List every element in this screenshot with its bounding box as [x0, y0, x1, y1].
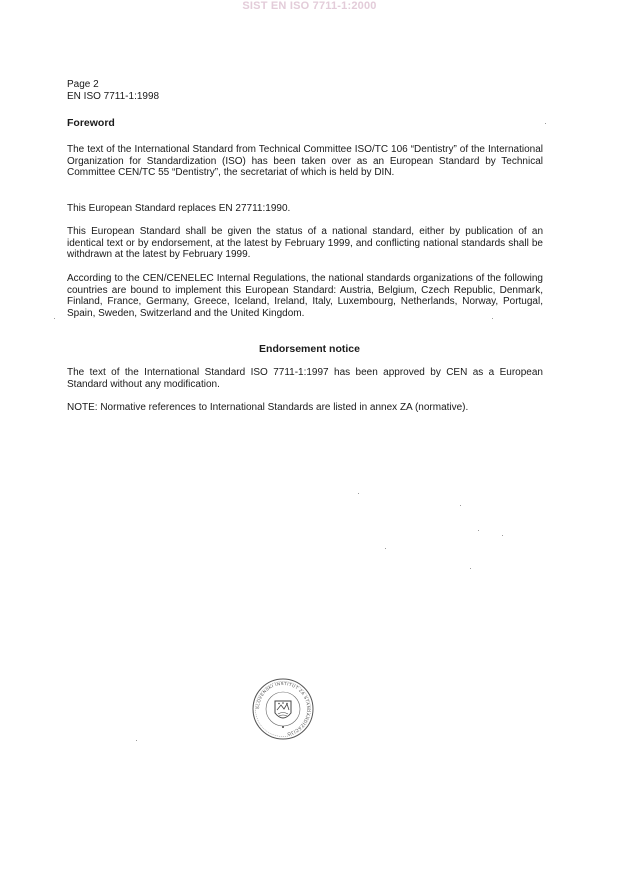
scan-speck [136, 740, 137, 741]
foreword-heading: Foreword [67, 117, 115, 129]
seal-text: SLOVENSKI INSTITUT ZA STANDARDIZACIJO [254, 680, 312, 737]
scan-speck [478, 530, 479, 531]
scan-speck [470, 568, 471, 569]
scan-speck [545, 123, 546, 124]
foreword-paragraph-1: The text of the International Standard from Technical Committee ISO/TC 106 “Dentistry” of the International Organization for Standardization (ISO) has been taken over as an European Standard by Technical Committee CEN/TC 55 “Dentistry”, the secretariat of which is held by DIN. [67, 144, 543, 178]
scan-speck [358, 493, 359, 494]
endorsement-paragraph-1: The text of the International Standard ISO 7711-1:1997 has been approved by CEN as a European Standard without any modification. [67, 367, 543, 390]
endorsement-note: NOTE: Normative references to International Standards are listed in annex ZA (normative). [67, 402, 469, 413]
foreword-paragraph-2: This European Standard replaces EN 27711:1990. [67, 203, 291, 214]
endorsement-heading: Endorsement notice [259, 343, 360, 355]
scan-speck [492, 318, 493, 319]
page-number: Page 2 [67, 79, 99, 90]
standard-id: EN ISO 7711-1:1998 [67, 91, 160, 102]
foreword-paragraph-4: According to the CEN/CENELEC Internal Regulations, the national standards organizations of the following countries are bound to implement this European Standard: Austria, Belgium, Czech Republic, Denmark, Finland, France, Germany, Greece, Iceland, Ireland, Italy, Luxembourg, Netherlands, Norway, Portugal, Spain, Sweden, Switzerland and the United Kingdom. [67, 273, 543, 319]
foreword-paragraph-3: This European Standard shall be given the status of a national standard, either by publication of an identical text or by endorsement, at the latest by February 1999, and conflicting national standards shall be withdrawn at the latest by February 1999. [67, 226, 543, 260]
official-stamp-icon [251, 677, 315, 741]
page-header [67, 79, 159, 103]
scan-speck [385, 548, 386, 549]
scan-speck [460, 505, 461, 506]
scan-speck [54, 318, 55, 319]
scan-speck [502, 535, 503, 536]
watermark: SIST EN ISO 7711-1:2000 [242, 0, 377, 12]
